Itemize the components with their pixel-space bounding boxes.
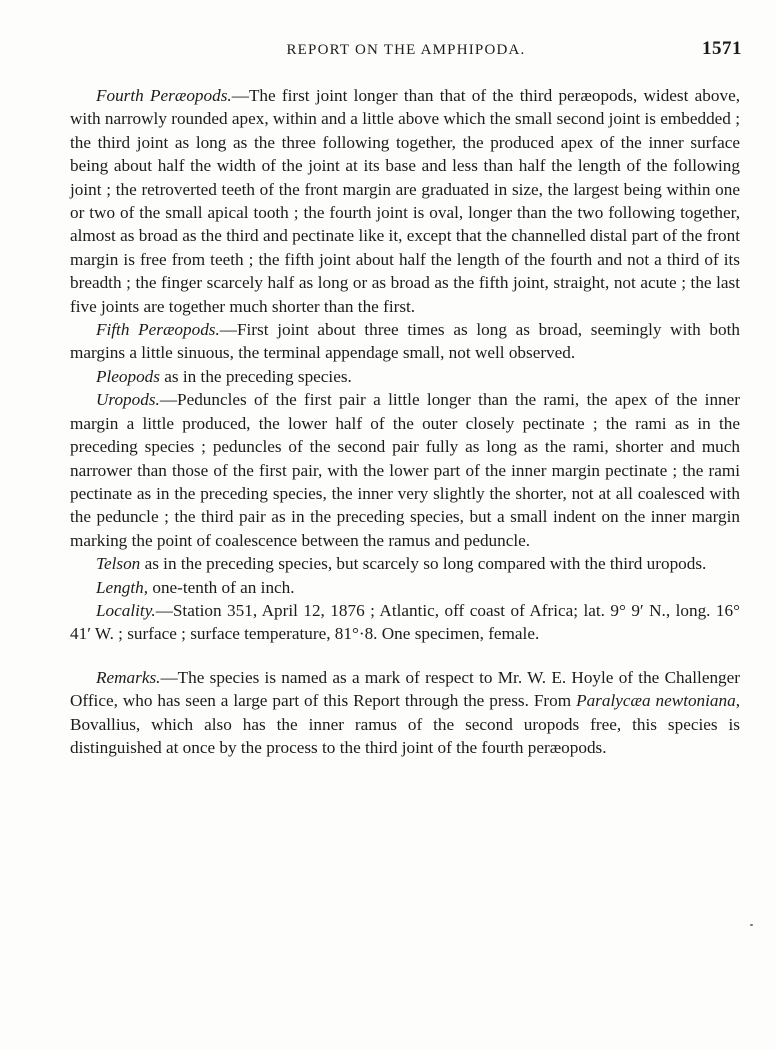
lead-heading: Pleopods (96, 366, 160, 386)
paragraph-text: —Station 351, April 12, 1876 ; Atlantic, off coast of Africa; lat. 9° 9′ N., long. 16° 41′ W. ; surface ; surface temperature, 81°·8. One specimen, female. (70, 600, 740, 644)
lead-heading: Length, (96, 577, 149, 597)
paragraph-text: one-tenth of an inch. (148, 577, 295, 597)
paragraph-text: —The species is named as a mark of respect to Mr. W. E. Hoyle of the Challenger Office, who has seen a large part of this Report through the press. From (70, 667, 740, 711)
paragraph-text: as in the preceding species. (159, 366, 352, 386)
paragraph-locality (70, 599, 740, 646)
lead-heading: Fifth Peræopods. (96, 320, 220, 340)
page-number: 1571 (702, 38, 742, 59)
lead-heading: Uropods. (96, 390, 160, 410)
paragraph-uropods (70, 388, 740, 552)
paragraph-text: —The first joint longer than that of the third peræopods, widest above, with narrowly rounded apex, within and a little above which the small second joint is embedded ; the third joint as long as the three following together, the produced apex of the inner surface being about half the width of the joint at its base and less than half the length of the following joint ; the retroverted teeth of the front margin are graduated in size, the largest being within one or two of the small apical tooth ; the fourth joint is oval, longer than the two following together, almost as broad as the third and pectinate like it, except that the channelled distal part of the front margin is free from teeth ; the fifth joint about half the length of the fourth and not a third of its breadth ; the finger scarcely half as long or as broad as the fifth joint, straight, not acute ; the last five joints are together much shorter than the first. (70, 86, 741, 316)
running-title: REPORT ON THE AMPHIPODA. (286, 42, 526, 58)
lead-heading: Remarks. (96, 667, 161, 687)
species-name: Paralycæa newtoniana (576, 691, 736, 711)
lead-heading: Locality. (96, 600, 156, 620)
paragraph-text: —First joint about three times as long as broad, seemingly with both margins a little sinuous, the terminal appendage small, not well observed. (70, 320, 740, 363)
paragraph-text: —Peduncles of the first pair a little longer than the rami, the apex of the inner margin a little produced, the lower half of the outer closely pectinate ; the rami as in the preceding species ; peduncles of the second pair fully as long as the rami, shorter and much narrower than those of the first pair, with the lower part of the inner margin pectinate ; the rami pectinate as in the preceding species, the inner very slightly the shorter, not at all coalesced with the peduncle ; the third pair as in the preceding species, but a small indent on the inner margin marking the point of coalescence between the ramus and peduncle. (70, 390, 740, 550)
paragraph-pleopods (70, 365, 740, 388)
paragraph-text: , Bovallius, which also has the inner ramus of the second uropods free, this species is distinguished at once by the process to the third joint of the fourth peræopods. (70, 691, 741, 757)
lead-heading: Telson (96, 554, 141, 574)
lead-heading: Fourth Peræopods. (96, 86, 232, 105)
page-header (70, 38, 742, 64)
paper-speck (750, 924, 753, 926)
body-text (70, 84, 740, 759)
paragraph-telson (70, 552, 740, 575)
paragraph-remarks (70, 666, 740, 760)
paragraph-text: as in the preceding species, but scarcely so long compared with the third uropods. (140, 554, 707, 574)
paragraph-fifth-peraeopods (70, 318, 740, 365)
paragraph-fourth-peraeopods (70, 84, 740, 318)
paragraph-length (70, 576, 740, 599)
